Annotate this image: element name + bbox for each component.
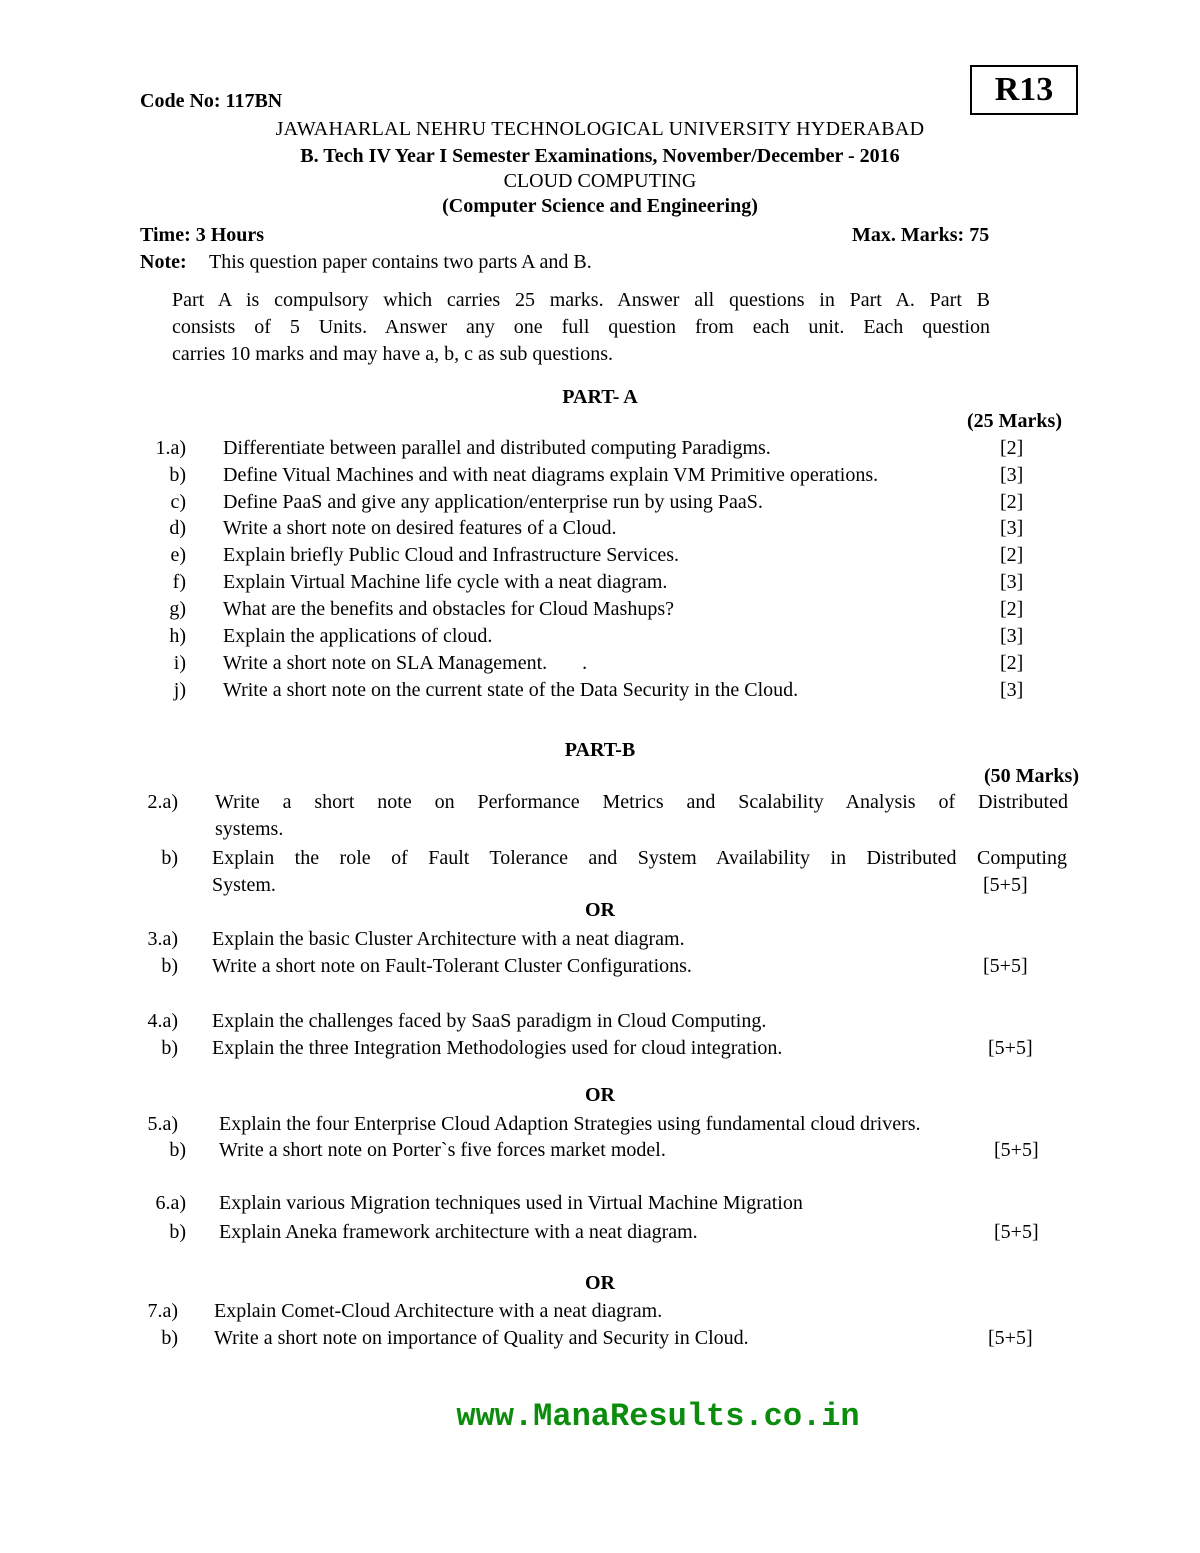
question-number: f)	[172, 571, 186, 593]
question-number: d)	[169, 517, 186, 539]
question-number: b)	[169, 1221, 186, 1243]
question-text: Explain the four Enterprise Cloud Adaption Strategies using fundamental cloud drivers.	[219, 1113, 921, 1135]
regulation-badge: R13	[970, 65, 1078, 115]
question-number: b)	[169, 464, 186, 486]
question-marks: [5+5]	[983, 874, 1028, 896]
question-text: Explain Aneka framework architecture with a neat diagram.	[219, 1221, 698, 1243]
question-marks: [3]	[1000, 517, 1024, 539]
question-text: Explain the role of Fault Tolerance and System Availability in Distributed Computing	[212, 847, 1067, 869]
question-number: b)	[161, 1327, 178, 1349]
code-number: Code No: 117BN	[140, 90, 283, 112]
question-number: g)	[169, 598, 186, 620]
note-label: Note:	[140, 251, 187, 273]
question-marks: [3]	[1000, 679, 1024, 701]
question-marks: [5+5]	[994, 1221, 1039, 1243]
question-text: Explain Comet-Cloud Architecture with a neat diagram.	[214, 1300, 663, 1322]
question-marks: [3]	[1000, 571, 1024, 593]
question-text: Write a short note on Performance Metrics and Scalability Analysis of Distributed	[215, 791, 1068, 813]
question-number: c)	[170, 491, 186, 513]
instruction-line: consists of 5 Units. Answer any one full question from each unit. Each question	[172, 316, 990, 338]
university-name: JAWAHARLAL NEHRU TECHNOLOGICAL UNIVERSITY HYDERABAD	[275, 118, 925, 140]
question-number: j)	[173, 679, 186, 701]
question-text: Write a short note on SLA Management. .	[223, 652, 588, 674]
question-marks: [2]	[1000, 491, 1024, 513]
subject-title: CLOUD COMPUTING	[503, 170, 697, 192]
note-text: This question paper contains two parts A and B.	[209, 251, 592, 273]
question-marks: [5+5]	[988, 1327, 1033, 1349]
instruction-line: carries 10 marks and may have a, b, c as sub questions.	[172, 343, 613, 365]
question-marks: [2]	[1000, 437, 1024, 459]
question-text: Define Vitual Machines and with neat diagrams explain VM Primitive operations.	[223, 464, 879, 486]
question-marks: [3]	[1000, 625, 1024, 647]
question-text: Write a short note on desired features of a Cloud.	[223, 517, 617, 539]
question-number: 3.a)	[147, 928, 178, 950]
exam-duration: Time: 3 Hours	[140, 224, 265, 246]
question-marks: [5+5]	[983, 955, 1028, 977]
question-number: 6.a)	[155, 1192, 186, 1214]
question-marks: [2]	[1000, 598, 1024, 620]
question-text: System.	[212, 874, 276, 896]
question-text: What are the benefits and obstacles for Cloud Mashups?	[223, 598, 674, 620]
question-text: Write a short note on Porter`s five forces market model.	[219, 1139, 666, 1161]
question-text: Write a short note on the current state of the Data Security in the Cloud.	[223, 679, 799, 701]
part-b-marks: (50 Marks)	[984, 765, 1079, 787]
or-separator: OR	[585, 1272, 615, 1294]
question-text: Write a short note on Fault-Tolerant Cluster Configurations.	[212, 955, 692, 977]
question-text: Differentiate between parallel and distributed computing Paradigms.	[223, 437, 771, 459]
question-number: b)	[161, 955, 178, 977]
question-number: b)	[169, 1139, 186, 1161]
question-text: Define PaaS and give any application/enterprise run by using PaaS.	[223, 491, 763, 513]
question-text: Explain the basic Cluster Architecture with a neat diagram.	[212, 928, 685, 950]
question-number: e)	[170, 544, 186, 566]
question-number: 4.a)	[147, 1010, 178, 1032]
question-number: 5.a)	[147, 1113, 178, 1135]
or-separator: OR	[585, 1084, 615, 1106]
question-marks: [2]	[1000, 652, 1024, 674]
part-a-marks: (25 Marks)	[967, 410, 1062, 432]
question-marks: [5+5]	[988, 1037, 1033, 1059]
question-number: i)	[173, 652, 186, 674]
question-text: Explain the applications of cloud.	[223, 625, 493, 647]
part-b-title: PART-B	[564, 739, 636, 761]
question-marks: [2]	[1000, 544, 1024, 566]
question-number: 2.a)	[147, 791, 178, 813]
instruction-line: Part A is compulsory which carries 25 marks. Answer all questions in Part A. Part B	[172, 289, 990, 311]
question-text: Explain the three Integration Methodologies used for cloud integration.	[212, 1037, 783, 1059]
question-number: 7.a)	[147, 1300, 178, 1322]
question-marks: [5+5]	[994, 1139, 1039, 1161]
instructions	[172, 287, 990, 368]
or-separator: OR	[585, 899, 615, 921]
exam-title: B. Tech IV Year I Semester Examinations, November/December - 2016	[300, 145, 900, 167]
branch-title: (Computer Science and Engineering)	[442, 195, 758, 217]
max-marks: Max. Marks: 75	[852, 224, 990, 246]
question-text: Explain briefly Public Cloud and Infrastructure Services.	[223, 544, 679, 566]
question-text: Explain the challenges faced by SaaS paradigm in Cloud Computing.	[212, 1010, 767, 1032]
question-text: Explain Virtual Machine life cycle with a neat diagram.	[223, 571, 668, 593]
question-text: Explain various Migration techniques used in Virtual Machine Migration	[219, 1192, 803, 1214]
question-text: Write a short note on importance of Quality and Security in Cloud.	[214, 1327, 749, 1349]
question-number: 1.a)	[155, 437, 186, 459]
part-a-title: PART- A	[562, 386, 638, 408]
question-marks: [3]	[1000, 464, 1024, 486]
question-number: b)	[161, 847, 178, 869]
question-number: h)	[169, 625, 186, 647]
question-number: b)	[161, 1037, 178, 1059]
question-text: systems.	[215, 818, 284, 840]
website-watermark: www.ManaResults.co.in	[456, 1398, 860, 1435]
